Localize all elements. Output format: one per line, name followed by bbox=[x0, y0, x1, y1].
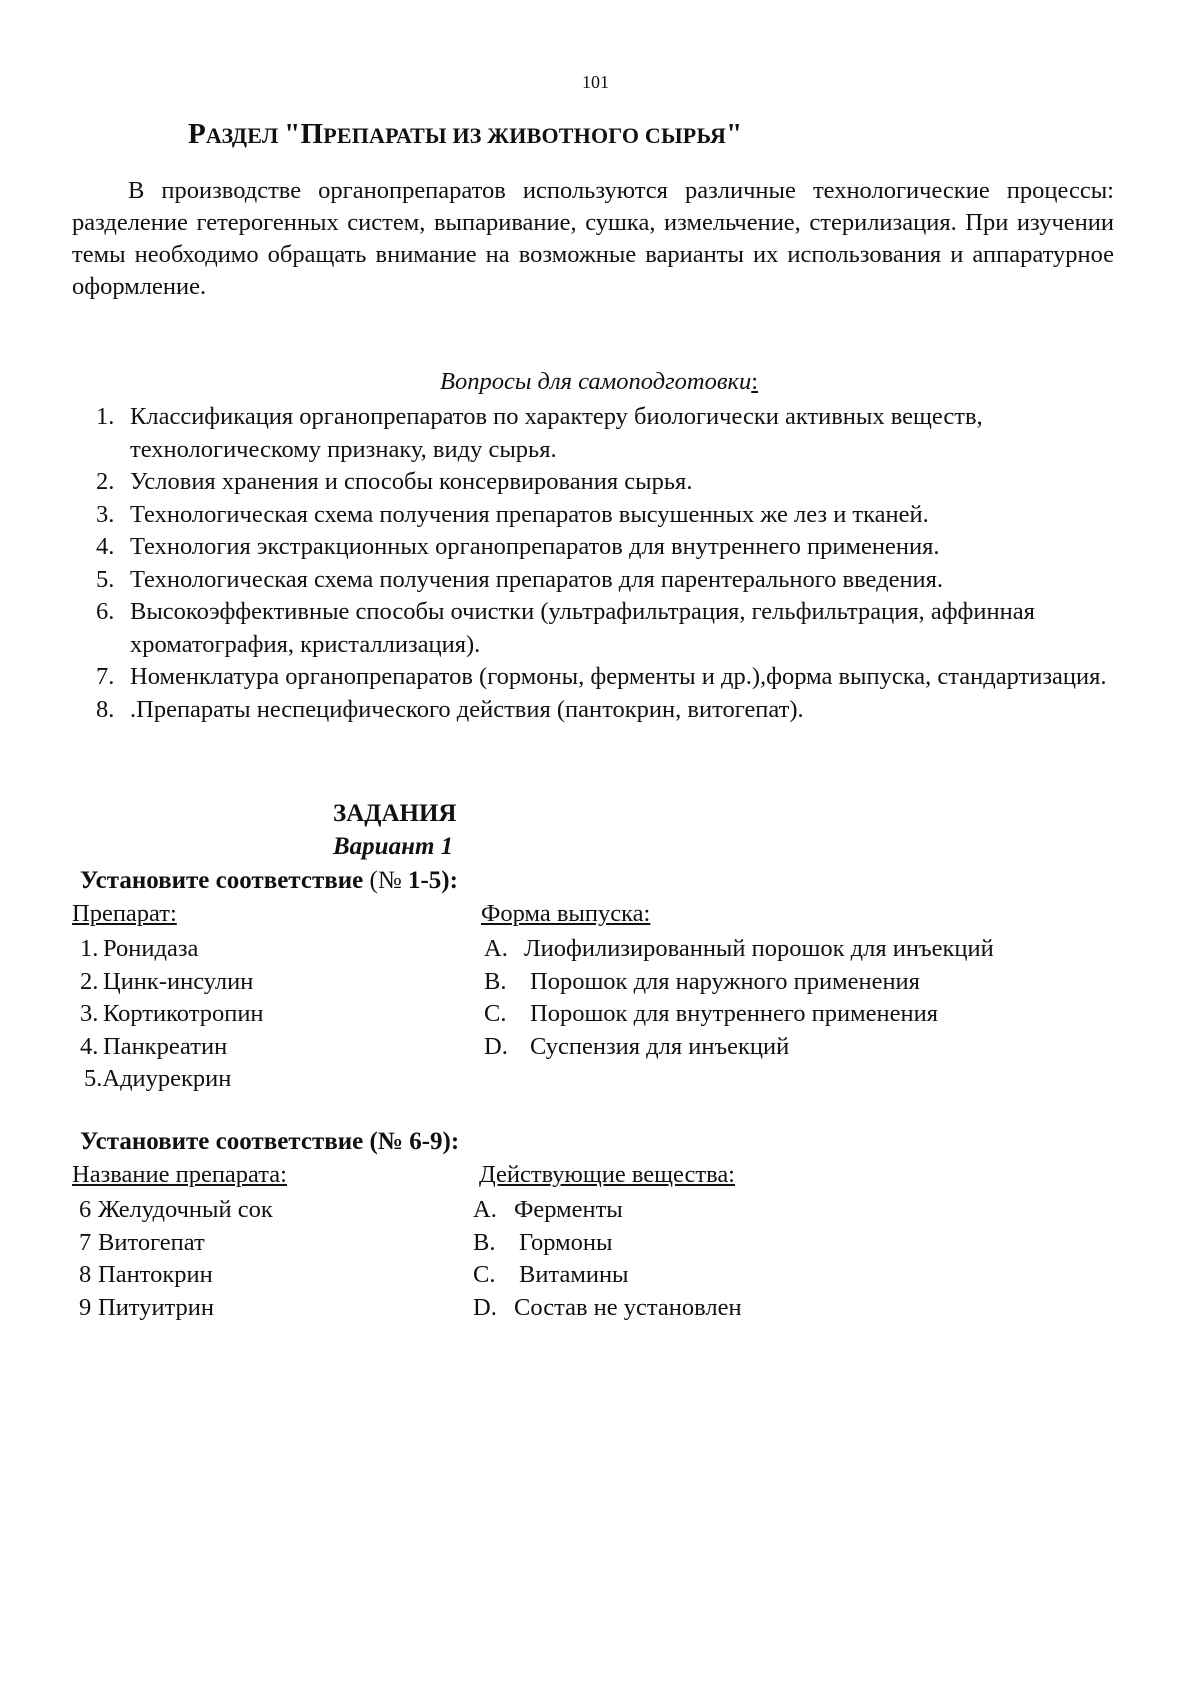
item-text: Суспензия для инъекций bbox=[530, 1032, 790, 1060]
item-letter: B. bbox=[484, 967, 507, 995]
item-text: Состав не установлен bbox=[514, 1293, 742, 1321]
item-text: Желудочный сок bbox=[98, 1196, 273, 1223]
question-item bbox=[96, 401, 1126, 466]
question-item bbox=[96, 661, 1126, 694]
section-title bbox=[188, 118, 742, 151]
question-number: 2. bbox=[96, 468, 115, 495]
question-text: Технологическая схема получения препаратов для парентерального введения. bbox=[130, 565, 944, 593]
match-1-right-header: Форма выпуска: bbox=[481, 900, 651, 927]
match-1-heading-bold: Установите соответствие bbox=[80, 867, 370, 894]
question-text: Технология экстракционных органопрепаратов для внутреннего применения. bbox=[130, 533, 940, 560]
list-item bbox=[484, 933, 994, 966]
question-number: 5. bbox=[96, 565, 115, 593]
question-number: 1. bbox=[96, 403, 115, 430]
match-2-left-header: Название препарата: bbox=[72, 1161, 287, 1188]
item-text: Цинк-инсулин bbox=[103, 967, 254, 995]
item-text: Гормоны bbox=[519, 1228, 613, 1256]
item-text: Лиофилизированный порошок для инъекций bbox=[524, 935, 994, 962]
match-1-left-header: Препарат: bbox=[72, 900, 177, 927]
item-text: Порошок для внутреннего применения bbox=[530, 1000, 938, 1027]
section-title-prefix: Р bbox=[188, 118, 206, 150]
question-item bbox=[96, 466, 1126, 499]
list-item bbox=[484, 1031, 994, 1064]
page-number: 101 bbox=[582, 72, 609, 92]
question-number: 8. bbox=[96, 695, 115, 723]
list-item bbox=[79, 1292, 273, 1325]
list-item bbox=[80, 998, 264, 1031]
item-number: 1. bbox=[80, 935, 99, 962]
match-1-right-list bbox=[484, 933, 994, 1063]
item-number: 5. bbox=[84, 1065, 103, 1092]
question-number: 4. bbox=[96, 533, 115, 560]
item-text: Порошок для наружного применения bbox=[530, 967, 920, 995]
section-title-quote-close: " bbox=[726, 118, 743, 150]
question-item bbox=[96, 499, 1126, 532]
item-text: Ронидаза bbox=[103, 935, 199, 962]
question-item bbox=[96, 564, 1126, 597]
match-2-right-list bbox=[473, 1194, 742, 1324]
match-1-heading-range: 1-5): bbox=[407, 867, 458, 894]
match-2-heading: Установите соответствие (№ 6-9): bbox=[80, 1128, 460, 1155]
list-item bbox=[473, 1259, 742, 1292]
item-number: 8 bbox=[79, 1261, 92, 1288]
item-number: 9 bbox=[79, 1293, 92, 1321]
list-item bbox=[484, 998, 994, 1031]
question-number: 6. bbox=[96, 598, 115, 625]
question-item bbox=[96, 694, 1126, 727]
item-number: 6 bbox=[79, 1196, 92, 1223]
item-letter: A. bbox=[484, 935, 508, 962]
question-text: Технологическая схема получения препаратов высушенных же лез и тканей. bbox=[130, 500, 929, 528]
match-1-heading-plain: (№ bbox=[369, 867, 408, 894]
item-number: 7 bbox=[79, 1228, 92, 1256]
item-letter: D. bbox=[484, 1032, 508, 1060]
list-item bbox=[79, 1227, 273, 1260]
item-text: Адиурекрин bbox=[102, 1065, 232, 1092]
question-text: .Препараты неспецифического действия (пантокрин, витогепат). bbox=[130, 695, 804, 723]
item-text: Витамины bbox=[519, 1261, 629, 1288]
item-text: Панкреатин bbox=[103, 1032, 228, 1060]
questions-heading bbox=[440, 368, 758, 396]
list-item bbox=[484, 966, 994, 999]
question-text: Условия хранения и способы консервирования сырья. bbox=[130, 468, 693, 495]
item-text: Пантокрин bbox=[98, 1261, 213, 1288]
item-letter: C. bbox=[473, 1261, 496, 1288]
list-item bbox=[80, 1063, 264, 1096]
questions-heading-text: Вопросы для самоподготовки bbox=[440, 368, 752, 395]
list-item bbox=[79, 1259, 273, 1292]
item-number: 2. bbox=[80, 967, 99, 995]
question-text: Высокоэффективные способы очистки (ультрафильтрация, гельфильтрация, аффинная хроматография, кристаллизация). bbox=[130, 598, 1035, 658]
question-item bbox=[96, 596, 1126, 661]
item-text: Витогепат bbox=[98, 1228, 205, 1256]
item-letter: B. bbox=[473, 1228, 496, 1256]
questions-list bbox=[96, 401, 1126, 726]
question-text: Номенклатура органопрепаратов (гормоны, ферменты и др.),форма выпуска, стандартизация. bbox=[130, 663, 1107, 690]
tasks-heading: ЗАДАНИЯ bbox=[333, 800, 457, 827]
question-item bbox=[96, 531, 1126, 564]
list-item bbox=[80, 933, 264, 966]
list-item bbox=[473, 1227, 742, 1260]
question-number: 3. bbox=[96, 500, 115, 528]
item-number: 4. bbox=[80, 1032, 99, 1060]
match-1-heading bbox=[80, 867, 458, 895]
list-item bbox=[473, 1292, 742, 1325]
item-letter: A. bbox=[473, 1196, 497, 1223]
item-letter: C. bbox=[484, 1000, 507, 1027]
variant-heading: Вариант 1 bbox=[333, 833, 454, 860]
intro-paragraph: В производстве органопрепаратов используются различные технологические процессы: разделение гетерогенных систем, выпаривание, сушка, измельчение, стерилизация. При изучении темы необходимо обращать внимание на возможные варианты их использования и аппаратурное оформление. bbox=[72, 177, 1114, 300]
match-1-left-list bbox=[80, 933, 264, 1096]
list-item bbox=[80, 966, 264, 999]
item-number: 3. bbox=[80, 1000, 99, 1027]
match-2-left-list bbox=[79, 1194, 273, 1324]
question-text: Классификация органопрепаратов по характеру биологически активных веществ, технологическому признаку, виду сырья. bbox=[130, 403, 983, 463]
questions-heading-colon: : bbox=[751, 368, 759, 395]
section-title-quote-open: "П bbox=[284, 118, 324, 150]
question-number: 7. bbox=[96, 663, 115, 690]
item-text: Кортикотропин bbox=[103, 1000, 264, 1027]
list-item bbox=[80, 1031, 264, 1064]
item-letter: D. bbox=[473, 1293, 497, 1321]
item-text: Питуитрин bbox=[98, 1293, 215, 1321]
section-title-word-rest: АЗДЕЛ bbox=[205, 123, 285, 148]
list-item bbox=[79, 1194, 273, 1227]
section-title-body: РЕПАРАТЫ ИЗ ЖИВОТНОГО СЫРЬЯ bbox=[323, 123, 727, 148]
match-2-right-header: Действующие вещества: bbox=[479, 1161, 735, 1188]
list-item bbox=[473, 1194, 742, 1227]
item-text: Ферменты bbox=[514, 1196, 623, 1223]
